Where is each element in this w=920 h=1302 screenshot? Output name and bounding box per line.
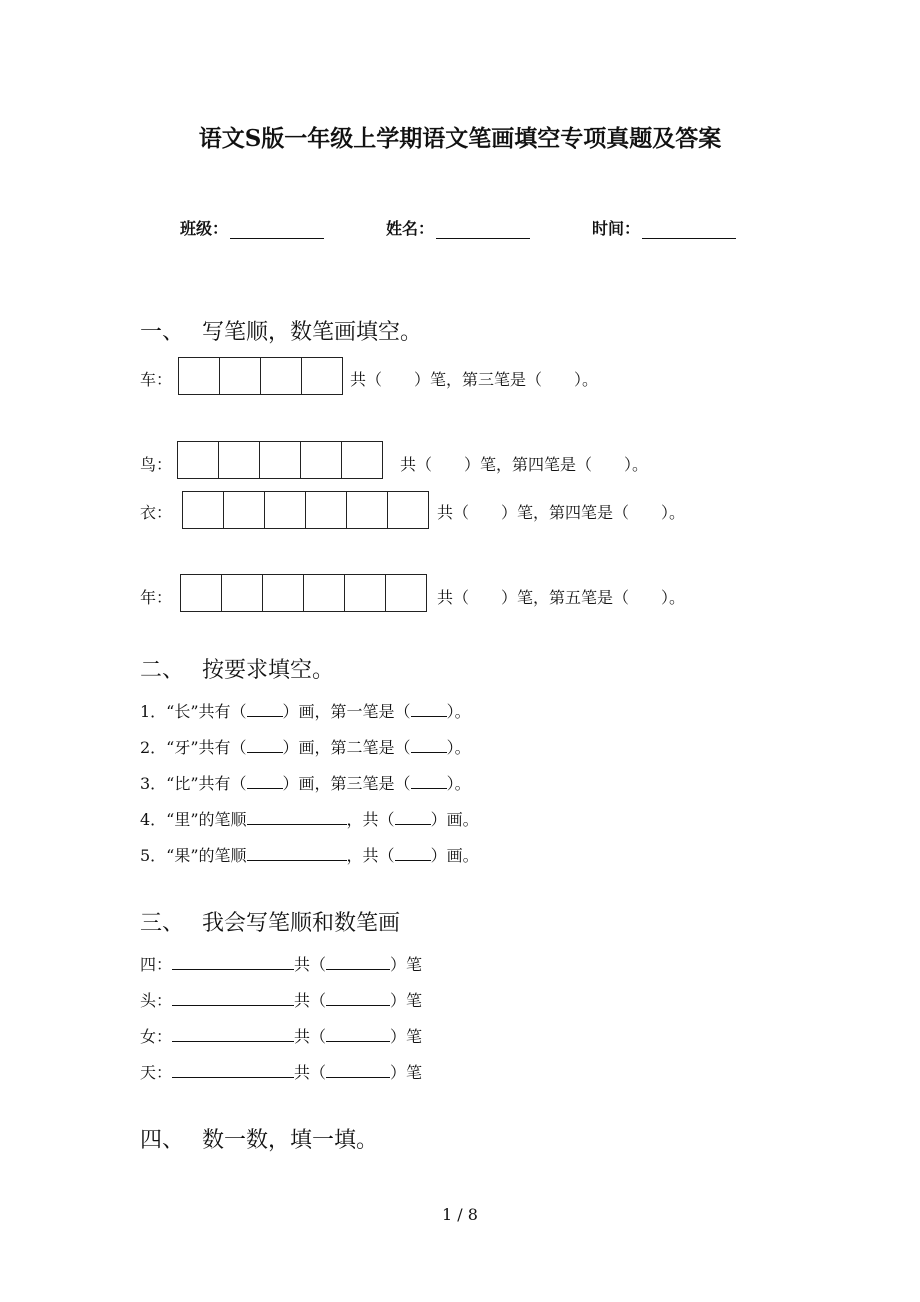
stroke-order-blank[interactable] [172,1027,294,1042]
stroke-box[interactable] [261,358,302,394]
stroke-order-blank[interactable] [172,1063,294,1078]
section-4-number: 四、 [140,1128,185,1153]
class-field [180,216,324,239]
stroke-row-tou [140,988,422,1011]
section-3-number: 三、 [140,911,185,936]
answer-blank[interactable] [411,738,447,753]
stroke-box[interactable] [386,575,426,611]
question-text: ）画。 [430,810,479,829]
section-1-heading [140,315,422,346]
stroke-box[interactable] [301,442,342,478]
question-text: ）。 [446,774,471,793]
stroke-order-blank[interactable] [172,955,294,970]
name-label: 姓名： [386,219,435,238]
section-2-heading [140,653,334,684]
stroke-count-blank[interactable] [326,991,390,1006]
question-text: ）画，第二笔是（ [282,738,411,757]
row-text-che: 共（ ）笔，第三笔是（ ）。 [350,370,599,389]
stroke-box[interactable] [179,358,220,394]
answer-blank[interactable] [247,810,347,825]
time-field [592,216,736,239]
stroke-box[interactable] [263,575,304,611]
row-label: 女： [140,1027,173,1046]
answer-blank[interactable] [411,774,447,789]
stroke-box[interactable] [304,575,345,611]
stroke-count-blank[interactable] [326,1063,390,1078]
question-text: 5．“果”的笔顺 [140,846,247,865]
row-text-yi: 共（ ）笔，第四笔是（ ）。 [437,503,686,522]
answer-blank[interactable] [247,702,283,717]
stroke-count-blank[interactable] [326,1027,390,1042]
section-3-title: 我会写笔顺和数笔画 [202,911,401,936]
question-2 [140,735,471,758]
section-2-title: 按要求填空。 [202,658,335,683]
row-text: 共（ [294,991,327,1010]
section-2-number: 二、 [140,658,185,683]
question-text: ，共（ [346,810,395,829]
section-4-heading [140,1123,378,1154]
row-label-yi: 衣： [140,503,173,522]
row-text-nian: 共（ ）笔，第五笔是（ ）。 [437,588,686,607]
row-text: 共（ [294,1063,327,1082]
question-text: ）画。 [430,846,479,865]
row-label-niao: 鸟： [140,455,173,474]
answer-blank[interactable] [247,846,347,861]
stroke-boxes-che[interactable] [178,357,343,395]
stroke-box[interactable] [260,442,301,478]
answer-blank[interactable] [411,702,447,717]
question-text: 4．“里”的笔顺 [140,810,247,829]
stroke-box[interactable] [302,358,342,394]
stroke-row-nv [140,1024,422,1047]
stroke-box[interactable] [388,492,428,528]
page-number: 1 / 8 [442,1205,478,1224]
stroke-box[interactable] [219,442,260,478]
name-field [386,216,530,239]
stroke-box[interactable] [178,442,219,478]
stroke-box[interactable] [183,492,224,528]
row-text-niao: 共（ ）笔，第四笔是（ ）。 [400,455,649,474]
question-text: ）。 [446,738,471,757]
question-text: ，共（ [346,846,395,865]
section-4-title: 数一数，填一填。 [202,1128,379,1153]
section-1-number: 一、 [140,320,185,345]
row-label: 四： [140,955,173,974]
answer-blank[interactable] [395,846,431,861]
stroke-box[interactable] [347,492,388,528]
row-label-nian: 年： [140,588,173,607]
stroke-boxes-niao[interactable] [177,441,383,479]
section-3-heading [140,906,400,937]
question-5 [140,843,479,866]
stroke-box[interactable] [222,575,263,611]
stroke-box[interactable] [345,575,386,611]
row-text: ）笔 [390,1027,423,1046]
stroke-boxes-yi[interactable] [182,491,429,529]
question-text: ）。 [446,702,471,721]
row-label: 头： [140,991,173,1010]
name-blank[interactable] [436,222,530,239]
stroke-box[interactable] [181,575,222,611]
stroke-box[interactable] [306,492,347,528]
class-label: 班级： [180,219,229,238]
row-label-che: 车： [140,370,173,389]
time-blank[interactable] [642,222,736,239]
answer-blank[interactable] [247,774,283,789]
stroke-boxes-nian[interactable] [180,574,427,612]
section-1-title: 写笔顺，数笔画填空。 [202,320,423,345]
row-text: 共（ [294,1027,327,1046]
question-text: ）画，第三笔是（ [282,774,411,793]
time-label: 时间： [592,219,641,238]
stroke-box[interactable] [220,358,261,394]
stroke-box[interactable] [342,442,382,478]
stroke-box[interactable] [224,492,265,528]
stroke-order-blank[interactable] [172,991,294,1006]
stroke-row-si [140,952,422,975]
row-text: ）笔 [390,991,423,1010]
question-text: 1．“长”共有（ [140,702,247,721]
page-title: 语文S版一年级上学期语文笔画填空专项真题及答案 [198,125,722,152]
stroke-box[interactable] [265,492,306,528]
row-text: ）笔 [390,955,423,974]
row-text: 共（ [294,955,327,974]
question-text: 2．“牙”共有（ [140,738,247,757]
answer-blank[interactable] [395,810,431,825]
question-text: ）画，第一笔是（ [282,702,411,721]
stroke-count-blank[interactable] [326,955,390,970]
answer-blank[interactable] [247,738,283,753]
row-label: 天： [140,1063,173,1082]
stroke-row-tian [140,1060,422,1083]
question-4 [140,807,479,830]
question-1 [140,699,471,722]
class-blank[interactable] [230,222,324,239]
row-text: ）笔 [390,1063,423,1082]
question-3 [140,771,471,794]
question-text: 3．“比”共有（ [140,774,247,793]
